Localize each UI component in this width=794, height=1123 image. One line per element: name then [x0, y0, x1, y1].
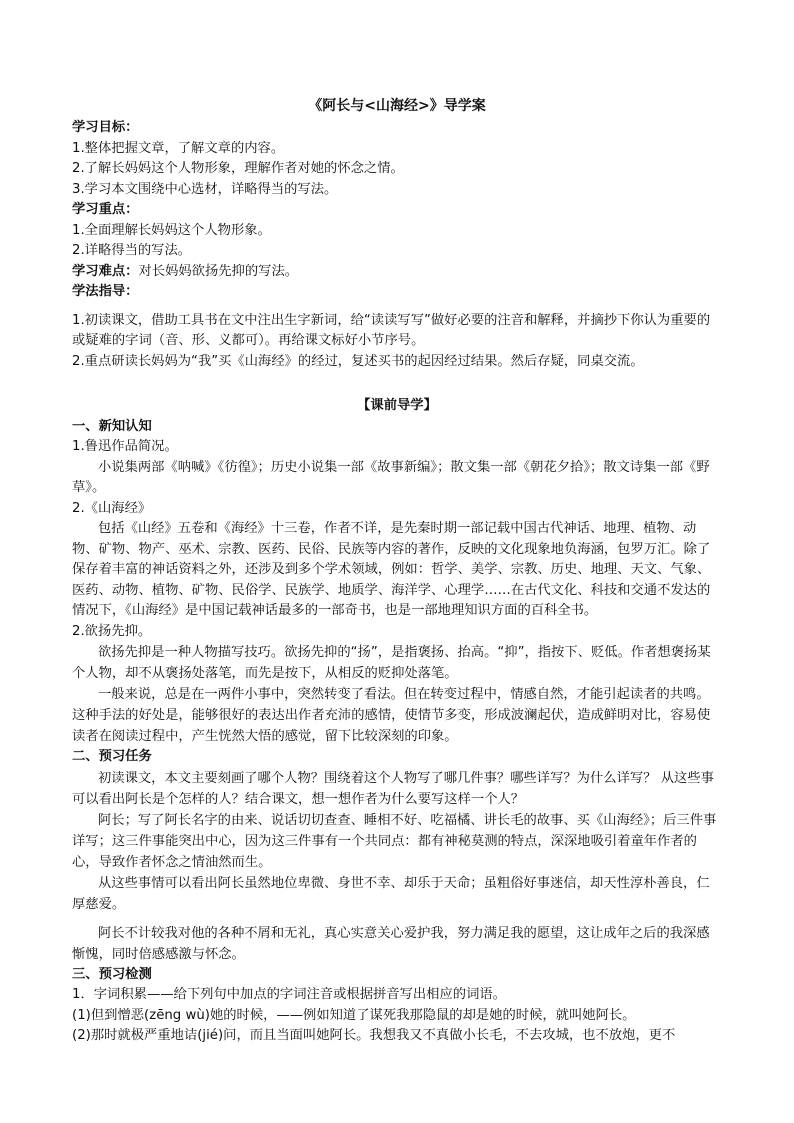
section2-paragraph: 初读课文，本文主要刻画了哪个人物？围绕着这个人物写了哪几件事？哪些详写？为什么详写？ 从这些事可以看出阿长是个怎样的人？结合课文，想一想作者为什么要写这样一个人？ [72, 770, 714, 807]
difficulty-heading: 学习难点： [72, 263, 139, 279]
preview-heading: 【课前导学】 [357, 398, 437, 413]
key-point-item: 1.全面理解长妈妈这个人物形象。 [72, 222, 271, 238]
key-points-heading: 学习重点： [72, 202, 139, 217]
section1-paragraph: 包括《山经》五卷和《海经》十三卷，作者不详，是先秦时期一部记载中国古代神话、地理、植物、动物、矿物、物产、巫术、宗教、医药、民俗、民族等内容的著作，反映的文化现象地负海涵，包罗万汇。除了保存着丰富的神话资料之外，还涉及到多个学术领域，例如：哲学、美学、宗教、历史、地理、天文、气象、医药、动物、植物、矿物、民俗学、民族学、地质学、海洋学、心理学……在古代文化、科技和交通不发达的情况下，《山海经》是中国记载神话最多的一部奇书，也是一部地理知识方面的百科全书。 [72, 521, 711, 618]
method-item: 1.初读课文，借助工具书在文中注出生字新词，给“读读写写”做好必要的注音和解释，并摘抄下你认为重要的或疑难的字词（音、形、义都可）。再给课文标好小节序号。 [72, 312, 711, 348]
section3-item: (1)但到憎恶(zēng wù)她的时候，——例如知道了谋死我那隐鼠的却是她的时候，就叫她阿长。 [72, 1007, 636, 1023]
section1-subtitle: 2.《山海经》 [72, 500, 152, 516]
section1-paragraph: 一般来说，总是在一两件小事中，突然转变了看法。但在转变过程中，情感自然，才能引起读者的共鸣。这种手法的好处是，能够很好的表达出作者充沛的感情，使情节多变，形成波澜起伏，造成鲜明对比，容易使读者在阅读过程中，产生恍然大悟的感觉，留下比较深刻的印象。 [72, 687, 711, 744]
section3-item: (2)那时就极严重地诘(jié)问，而且当面叫她阿长。我想我又不真做小长毛，不去攻城，也不放炮，更不 [72, 1028, 676, 1043]
objectives-heading: 学习目标： [72, 120, 139, 135]
section2-paragraph: 阿长；写了阿长名字的由来、说话切切查查、睡相不好、吃福橘、讲长毛的故事、买《山海经》；后三件事详写；这三件事能突出中心，因为这三件事有一个共同点：都有神秘莫测的特点，深深地吸引着童年作者的心，导致作者怀念之情油然而生。 [72, 812, 717, 870]
section3-question: 1．字词积累——给下列句中加点的字词注音或根据拼音写出相应的词语。 [72, 987, 506, 1002]
objective-item: 3.学习本文围绕中心选材，详略得当的写法。 [72, 181, 338, 197]
objective-item: 1.整体把握文章，了解文章的内容。 [72, 140, 285, 156]
key-point-item: 2.详略得当的写法。 [72, 243, 192, 258]
section2-paragraph: 阿长不计较我对他的各种不屑和无礼，真心实意关心爱护我，努力满足我的愿望，这让成年之后的我深感惭愧，同时倍感感激与怀念。 [72, 925, 710, 962]
section1-subtitle: 1.鲁迅作品简况。 [72, 439, 178, 454]
section1-paragraph: 欲扬先抑是一种人物描写技巧。欲扬先抑的“扬”，是指褒扬、抬高。“抑”，指按下、贬低。作者想褒扬某个人物，却不从褒扬处落笔，而先是按下，从相反的贬抑处落笔。 [72, 645, 711, 681]
method-item: 2.重点研读长妈妈为“我”买《山海经》的经过，复述买书的起因经过结果。然后存疑，同桌交流。 [72, 353, 644, 369]
section1-heading: 一、新知认知 [72, 418, 152, 434]
section1-paragraph: 小说集两部《呐喊》《彷徨》；历史小说集一部《故事新编》；散文集一部《朝花夕拾》；散文诗集一部《野草》。 [72, 459, 710, 495]
page-title: 《阿长与<山海经>》导学案 [308, 98, 486, 114]
section3-heading: 三、预习检测 [72, 966, 152, 982]
method-heading: 学法指导： [72, 284, 139, 299]
difficulty-line [72, 262, 722, 283]
section1-subtitle: 2.欲扬先抑。 [72, 623, 152, 639]
document-body [72, 96, 722, 1047]
section2-paragraph: 从这些事情可以看出阿长虽然地位卑微、身世不幸、却乐于天命；虽粗俗好事迷信，却天性淳朴善良，仁厚慈爱。 [72, 875, 710, 912]
objective-item: 2.了解长妈妈这个人物形象，理解作者对她的怀念之情。 [72, 161, 404, 176]
difficulty-text: 对长妈妈欲扬先抑的写法。 [138, 263, 299, 279]
section2-heading: 二、预习任务 [72, 749, 152, 764]
